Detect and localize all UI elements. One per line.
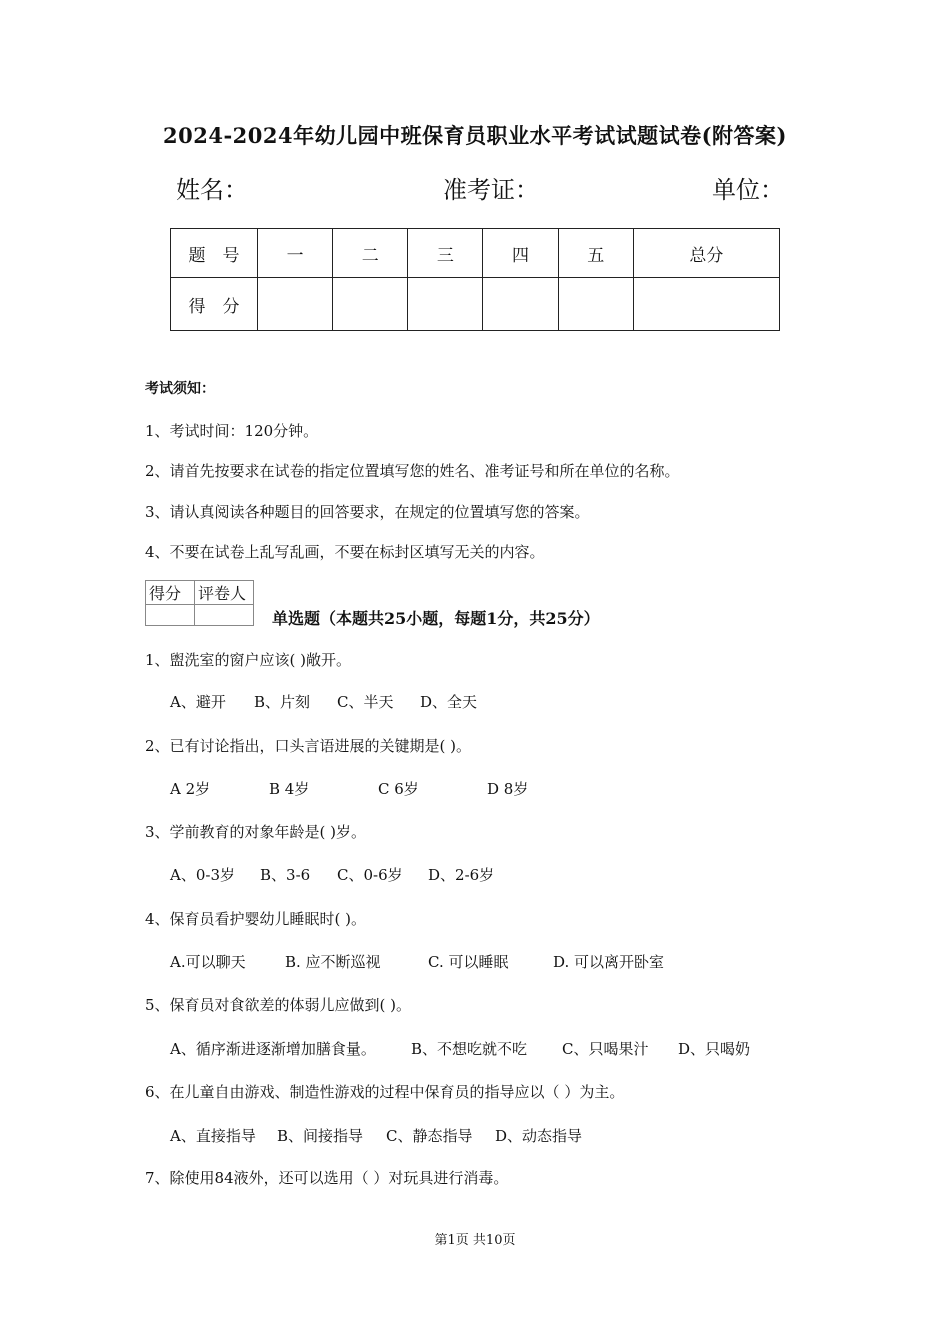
option: B、3-6: [260, 866, 311, 884]
candidate-info-fields: [0, 170, 950, 204]
grader-name-label: 评卷人: [195, 581, 254, 605]
score-table-header-cell: 五: [558, 229, 633, 278]
score-table-header-row: [171, 229, 780, 278]
score-table-header-cell: 三: [408, 229, 483, 278]
option: C、只喝果汁: [562, 1040, 649, 1058]
grader-score-label: 得分: [146, 581, 195, 605]
option: A、循序渐进逐渐增加膳食量。: [170, 1040, 376, 1058]
option: C、半天: [337, 693, 394, 711]
notice-item: 3、请认真阅读各种题目的回答要求，在规定的位置填写您的答案。: [145, 503, 590, 521]
option: B 4岁: [269, 780, 310, 798]
option: A、0-3岁: [170, 866, 235, 884]
score-cell[interactable]: [258, 278, 333, 331]
score-table-score-row: [171, 278, 780, 331]
question-text: 5、保育员对食欲差的体弱儿应做到( )。: [145, 996, 412, 1014]
notice-item: 2、请首先按要求在试卷的指定位置填写您的姓名、准考证号和所在单位的名称。: [145, 462, 680, 480]
option: A 2岁: [170, 780, 211, 798]
score-table-header-cell: 一: [258, 229, 333, 278]
unit-label: 单位：: [712, 176, 784, 204]
notice-item: 1、考试时间：120分钟。: [145, 422, 319, 440]
name-label: 姓名：: [176, 176, 248, 204]
option: A、直接指导: [170, 1127, 256, 1145]
score-row-label: 得 分: [171, 278, 258, 331]
option: D、只喝奶: [678, 1040, 751, 1058]
question-text: 4、保育员看护婴幼儿睡眠时( )。: [145, 910, 367, 928]
score-cell[interactable]: [408, 278, 483, 331]
question-text: 2、已有讨论指出，口头言语进展的关键期是( )。: [145, 737, 472, 755]
option: B. 应不断巡视: [285, 953, 381, 971]
option: D、2-6岁: [428, 866, 495, 884]
grader-box: [145, 580, 254, 626]
exam-title: 2024-2024年幼儿园中班保育员职业水平考试试题试卷(附答案): [163, 123, 787, 148]
option: C 6岁: [378, 780, 419, 798]
option: A.可以聊天: [170, 953, 246, 971]
score-cell[interactable]: [633, 278, 779, 331]
option: D. 可以离开卧室: [553, 953, 665, 971]
score-cell[interactable]: [558, 278, 633, 331]
question-text: 6、在儿童自由游戏、制造性游戏的过程中保育员的指导应以（ ）为主。: [145, 1083, 625, 1101]
grader-name-cell[interactable]: [195, 605, 254, 626]
question-text: 1、盥洗室的窗户应该( )敞开。: [145, 651, 352, 669]
score-table: [170, 228, 780, 331]
option: A、避开: [170, 693, 226, 711]
score-table-header-cell: 二: [333, 229, 408, 278]
notice-title: 考试须知：: [145, 381, 215, 397]
exam-number-label: 准考证：: [443, 176, 539, 204]
score-table-header-cell: 题 号: [171, 229, 258, 278]
grader-score-cell[interactable]: [146, 605, 195, 626]
question-text: 7、除使用84液外，还可以选用（ ）对玩具进行消毒。: [145, 1169, 509, 1187]
option: C、0-6岁: [337, 866, 403, 884]
question-text: 3、学前教育的对象年龄是( )岁。: [145, 823, 367, 841]
option: B、间接指导: [277, 1127, 364, 1145]
option: D 8岁: [487, 780, 529, 798]
score-cell[interactable]: [333, 278, 408, 331]
page-footer: 第1页 共10页: [434, 1233, 516, 1248]
score-table-header-cell: 总分: [633, 229, 779, 278]
notice-item: 4、不要在试卷上乱写乱画，不要在标封区填写无关的内容。: [145, 543, 545, 561]
section-title: 单选题（本题共25小题，每题1分，共25分）: [272, 609, 600, 628]
option: D、动态指导: [495, 1127, 583, 1145]
option: D、全天: [420, 693, 478, 711]
option: B、不想吃就不吃: [411, 1040, 528, 1058]
option: B、片刻: [254, 693, 311, 711]
option: C、静态指导: [386, 1127, 473, 1145]
score-cell[interactable]: [483, 278, 558, 331]
score-table-header-cell: 四: [483, 229, 558, 278]
option: C. 可以睡眠: [428, 953, 509, 971]
